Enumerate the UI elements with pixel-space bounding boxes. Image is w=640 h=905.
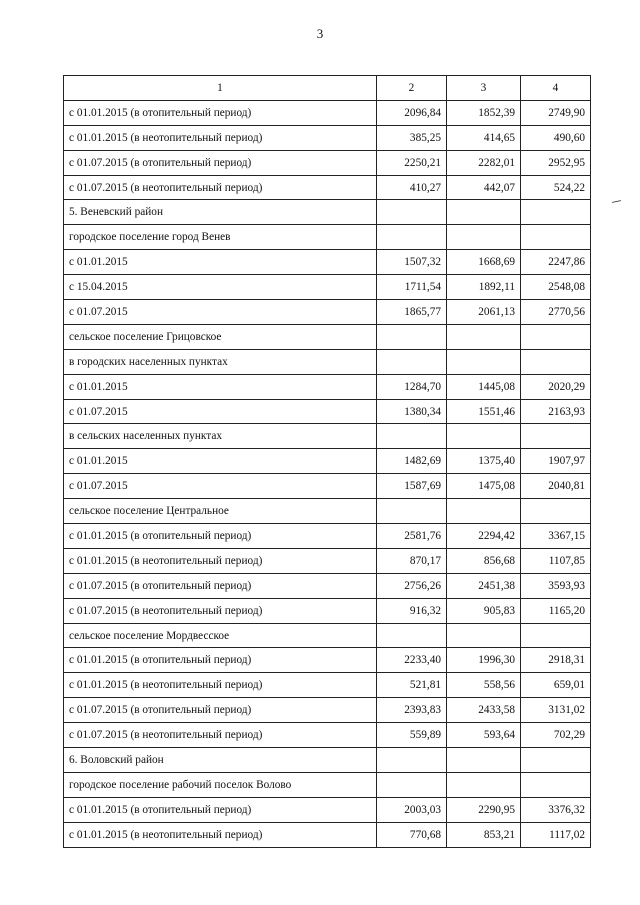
table-row — [64, 797, 591, 822]
table-row — [64, 524, 591, 549]
header-cell-col-2: 2 — [377, 76, 447, 101]
value-col-2: 2233,40 — [377, 648, 447, 673]
row-label: сельское поселение Центральное — [64, 499, 377, 524]
value-col-4: 1117,02 — [521, 822, 591, 847]
row-label: с 01.07.2015 — [64, 474, 377, 499]
value-col-3: 558,56 — [447, 673, 521, 698]
value-col-2: 1587,69 — [377, 474, 447, 499]
value-col-3 — [447, 349, 521, 374]
table-row — [64, 349, 591, 374]
value-col-4 — [521, 424, 591, 449]
table-row — [64, 648, 591, 673]
row-label: с 01.01.2015 — [64, 449, 377, 474]
value-col-2: 770,68 — [377, 822, 447, 847]
value-col-4: 3376,32 — [521, 797, 591, 822]
value-col-2: 2581,76 — [377, 524, 447, 549]
row-label: с 01.07.2015 (в отопительный период) — [64, 150, 377, 175]
tariff-table-body — [64, 76, 591, 848]
value-col-2 — [377, 499, 447, 524]
value-col-4 — [521, 772, 591, 797]
table-row — [64, 474, 591, 499]
row-label: в сельских населенных пунктах — [64, 424, 377, 449]
row-label: с 15.04.2015 — [64, 275, 377, 300]
value-col-3 — [447, 499, 521, 524]
value-col-3: 1892,11 — [447, 275, 521, 300]
table-row — [64, 374, 591, 399]
value-col-3 — [447, 748, 521, 773]
value-col-3: 442,07 — [447, 175, 521, 200]
row-label: городское поселение рабочий поселок Волово — [64, 772, 377, 797]
value-col-2: 2756,26 — [377, 573, 447, 598]
row-label: с 01.07.2015 — [64, 399, 377, 424]
table-row — [64, 324, 591, 349]
table-row — [64, 822, 591, 847]
table-row — [64, 275, 591, 300]
value-col-3: 2433,58 — [447, 698, 521, 723]
table-row — [64, 250, 591, 275]
header-row — [64, 76, 591, 101]
value-col-3: 1551,46 — [447, 399, 521, 424]
value-col-3: 2282,01 — [447, 150, 521, 175]
value-col-4 — [521, 225, 591, 250]
value-col-2: 1284,70 — [377, 374, 447, 399]
value-col-2: 2250,21 — [377, 150, 447, 175]
row-label: с 01.07.2015 (в неотопительный период) — [64, 723, 377, 748]
value-col-3: 1375,40 — [447, 449, 521, 474]
table-row — [64, 300, 591, 325]
table-row — [64, 175, 591, 200]
value-col-2: 1380,34 — [377, 399, 447, 424]
value-col-4: 524,22 — [521, 175, 591, 200]
value-col-4: 702,29 — [521, 723, 591, 748]
value-col-2 — [377, 200, 447, 225]
value-col-4: 2548,08 — [521, 275, 591, 300]
row-label: с 01.01.2015 (в неотопительный период) — [64, 673, 377, 698]
value-col-2 — [377, 772, 447, 797]
value-col-3: 2451,38 — [447, 573, 521, 598]
row-label: с 01.01.2015 — [64, 250, 377, 275]
value-col-4 — [521, 200, 591, 225]
value-col-3 — [447, 225, 521, 250]
value-col-4: 3367,15 — [521, 524, 591, 549]
table-row — [64, 499, 591, 524]
value-col-4: 2918,31 — [521, 648, 591, 673]
row-label: с 01.07.2015 (в отопительный период) — [64, 573, 377, 598]
value-col-3: 2294,42 — [447, 524, 521, 549]
table-row — [64, 225, 591, 250]
table-row — [64, 698, 591, 723]
value-col-2: 1482,69 — [377, 449, 447, 474]
tariff-table — [63, 75, 591, 848]
value-col-3 — [447, 772, 521, 797]
value-col-4: 2163,93 — [521, 399, 591, 424]
value-col-4: 659,01 — [521, 673, 591, 698]
value-col-4: 2020,29 — [521, 374, 591, 399]
value-col-3 — [447, 424, 521, 449]
value-col-4: 2247,86 — [521, 250, 591, 275]
table-row — [64, 100, 591, 125]
value-col-3: 593,64 — [447, 723, 521, 748]
header-cell-col-1: 1 — [64, 76, 377, 101]
value-col-4: 490,60 — [521, 125, 591, 150]
value-col-3: 1475,08 — [447, 474, 521, 499]
table-row — [64, 424, 591, 449]
value-col-4: 3131,02 — [521, 698, 591, 723]
value-col-3: 905,83 — [447, 598, 521, 623]
table-row — [64, 449, 591, 474]
value-col-2 — [377, 324, 447, 349]
row-label: с 01.01.2015 (в отопительный период) — [64, 100, 377, 125]
value-col-4: 1165,20 — [521, 598, 591, 623]
row-label: с 01.01.2015 (в отопительный период) — [64, 648, 377, 673]
table-row — [64, 748, 591, 773]
table-row — [64, 200, 591, 225]
row-label: с 01.01.2015 (в неотопительный период) — [64, 548, 377, 573]
table-row — [64, 723, 591, 748]
table-row — [64, 573, 591, 598]
row-label: в городских населенных пунктах — [64, 349, 377, 374]
row-label: с 01.07.2015 — [64, 300, 377, 325]
value-col-4: 2770,56 — [521, 300, 591, 325]
value-col-2 — [377, 225, 447, 250]
value-col-4: 2952,95 — [521, 150, 591, 175]
value-col-3: 2061,13 — [447, 300, 521, 325]
value-col-2 — [377, 748, 447, 773]
value-col-2: 1507,32 — [377, 250, 447, 275]
row-label: сельское поселение Мордвесское — [64, 623, 377, 648]
stray-pen-mark — [612, 200, 621, 203]
value-col-4: 2040,81 — [521, 474, 591, 499]
value-col-4: 1907,97 — [521, 449, 591, 474]
value-col-3: 1445,08 — [447, 374, 521, 399]
row-label: с 01.01.2015 — [64, 374, 377, 399]
value-col-2 — [377, 623, 447, 648]
value-col-3: 856,68 — [447, 548, 521, 573]
value-col-4 — [521, 623, 591, 648]
value-col-2: 2393,83 — [377, 698, 447, 723]
value-col-3: 1852,39 — [447, 100, 521, 125]
table-row — [64, 673, 591, 698]
value-col-3: 853,21 — [447, 822, 521, 847]
value-col-2: 2003,03 — [377, 797, 447, 822]
value-col-4: 2749,90 — [521, 100, 591, 125]
value-col-4 — [521, 748, 591, 773]
page-number: 3 — [316, 26, 324, 41]
table-row — [64, 125, 591, 150]
table-row — [64, 772, 591, 797]
value-col-2: 1711,54 — [377, 275, 447, 300]
value-col-4: 3593,93 — [521, 573, 591, 598]
value-col-2: 521,81 — [377, 673, 447, 698]
value-col-3 — [447, 324, 521, 349]
row-label: с 01.01.2015 (в неотопительный период) — [64, 822, 377, 847]
value-col-4: 1107,85 — [521, 548, 591, 573]
value-col-4 — [521, 499, 591, 524]
value-col-2 — [377, 349, 447, 374]
table-row — [64, 548, 591, 573]
value-col-2 — [377, 424, 447, 449]
table-row — [64, 623, 591, 648]
value-col-2: 1865,77 — [377, 300, 447, 325]
value-col-3: 2290,95 — [447, 797, 521, 822]
row-label: сельское поселение Грицовское — [64, 324, 377, 349]
value-col-2: 2096,84 — [377, 100, 447, 125]
value-col-3: 414,65 — [447, 125, 521, 150]
value-col-3 — [447, 200, 521, 225]
row-label: с 01.01.2015 (в отопительный период) — [64, 797, 377, 822]
value-col-4 — [521, 324, 591, 349]
value-col-4 — [521, 349, 591, 374]
value-col-3 — [447, 623, 521, 648]
header-cell-col-3: 3 — [447, 76, 521, 101]
header-cell-col-4: 4 — [521, 76, 591, 101]
value-col-2: 385,25 — [377, 125, 447, 150]
value-col-2: 870,17 — [377, 548, 447, 573]
value-col-2: 410,27 — [377, 175, 447, 200]
table-row — [64, 598, 591, 623]
row-label: 5. Веневский район — [64, 200, 377, 225]
table-row — [64, 150, 591, 175]
row-label: с 01.07.2015 (в отопительный период) — [64, 698, 377, 723]
value-col-3: 1996,30 — [447, 648, 521, 673]
value-col-2: 559,89 — [377, 723, 447, 748]
value-col-2: 916,32 — [377, 598, 447, 623]
table-row — [64, 399, 591, 424]
row-label: с 01.07.2015 (в неотопительный период) — [64, 598, 377, 623]
row-label: 6. Воловский район — [64, 748, 377, 773]
value-col-3: 1668,69 — [447, 250, 521, 275]
row-label: с 01.07.2015 (в неотопительный период) — [64, 175, 377, 200]
row-label: с 01.01.2015 (в неотопительный период) — [64, 125, 377, 150]
row-label: с 01.01.2015 (в отопительный период) — [64, 524, 377, 549]
row-label: городское поселение город Венев — [64, 225, 377, 250]
